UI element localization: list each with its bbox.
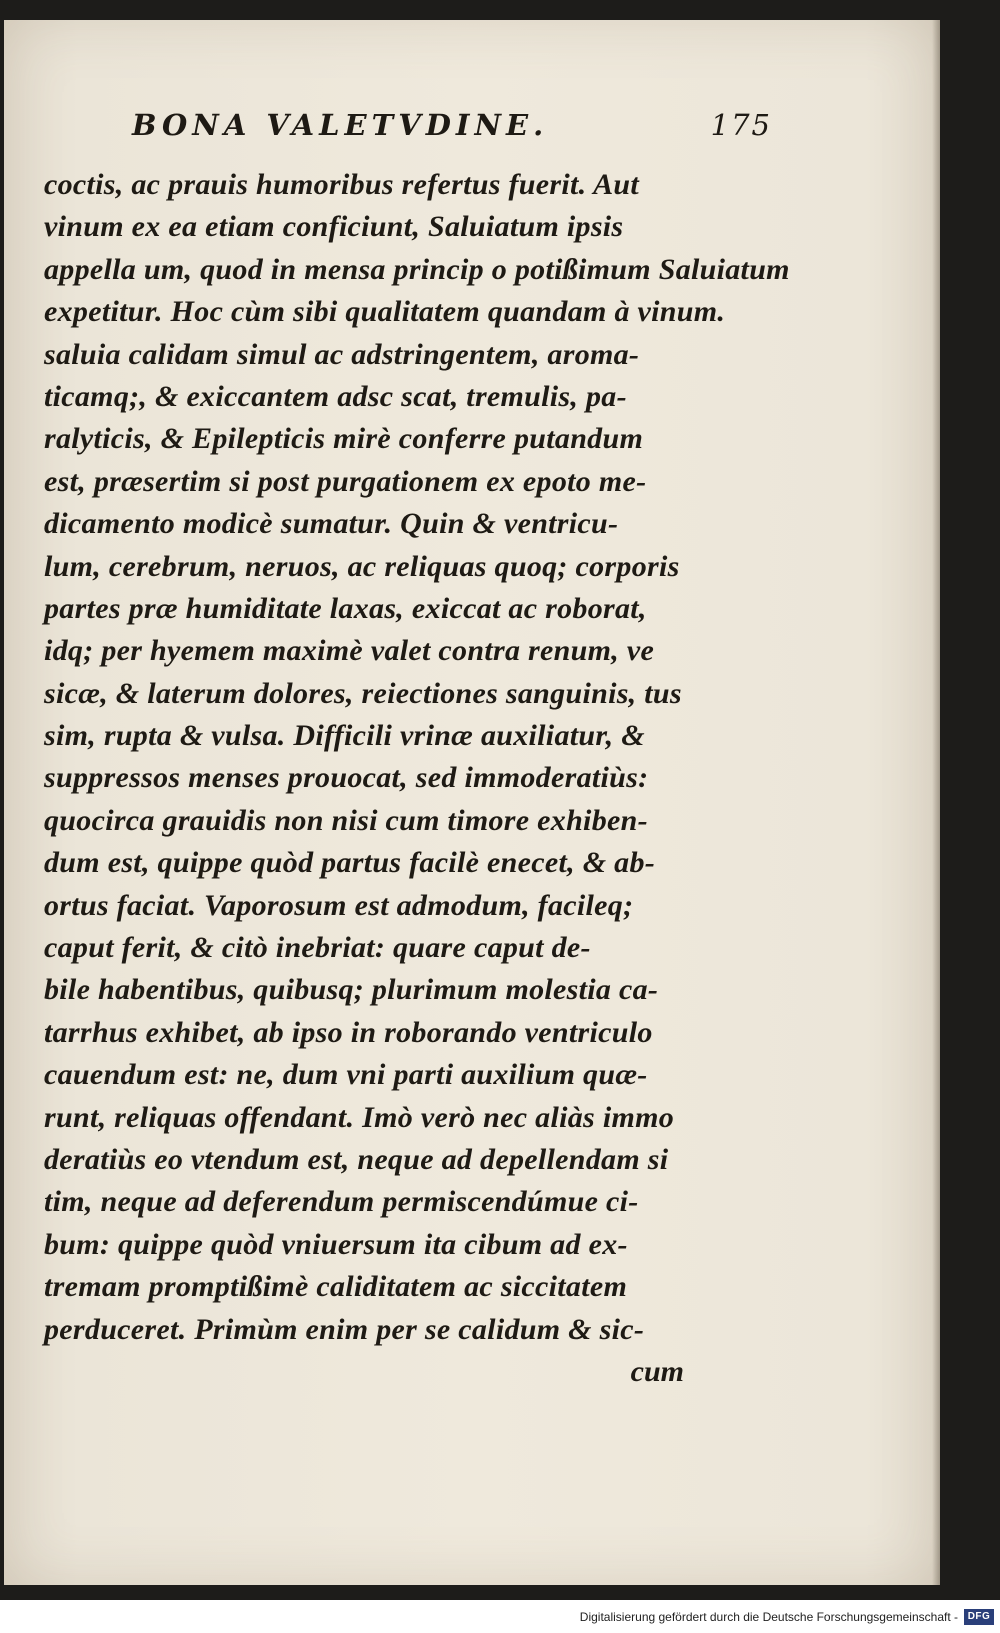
text-line: suppressos menses prouocat, sed immoderatiùs: <box>44 761 649 795</box>
page-edge-shadow <box>932 20 940 1585</box>
dfg-logo-icon: DFG <box>964 1609 994 1625</box>
text-line: sim, rupta & vulsa. Difficili vrinæ auxiliatur, & <box>44 719 645 753</box>
text-line: dum est, quippe quòd partus facilè enecet, & ab- <box>44 846 656 880</box>
text-line: ralyticis, & Epilepticis mirè conferre putandum <box>44 422 644 456</box>
catchword: cum <box>630 1354 684 1388</box>
text-line: sicæ, & laterum dolores, reiectiones sanguinis, tus <box>44 676 682 710</box>
funding-credit: Digitalisierung gefördert durch die Deutsche Forschungsgemeinschaft - <box>579 1609 958 1624</box>
text-line: bum: quippe quòd vniuersum ita cibum ad ex- <box>44 1227 628 1261</box>
text-line: tremam promptißimè caliditatem ac siccitatem <box>44 1270 628 1304</box>
body-text <box>44 164 884 1393</box>
text-line: vinum ex ea etiam conficiunt, Saluiatum ipsis <box>44 210 624 244</box>
text-line: lum, cerebrum, neruos, ac reliquas quoq; corporis <box>44 549 680 583</box>
text-line: idq; per hyemem maximè valet contra renum, ve <box>44 634 655 668</box>
running-head <box>132 108 772 160</box>
text-line: coctis, ac prauis humoribus refertus fuerit. Aut <box>44 168 640 201</box>
text-line: partes præ humiditate laxas, exiccat ac roborat, <box>44 591 647 625</box>
text-line: deratiùs eo vtendum est, neque ad depellendam si <box>44 1142 669 1176</box>
text-line: bile habentibus, quibusq; plurimum molestia ca- <box>44 973 659 1007</box>
text-line: tarrhus exhibet, ab ipso in roborando ventriculo <box>44 1015 653 1049</box>
footer-bar <box>0 1600 1000 1633</box>
text-line: dicamento modicè sumatur. Quin & ventricu- <box>44 507 619 541</box>
folio-number: 175 <box>710 108 772 142</box>
text-line: ortus faciat. Vaporosum est admodum, facileq; <box>44 888 634 922</box>
text-line: expetitur. Hoc cùm sibi qualitatem quandam à vinum. <box>44 295 726 329</box>
text-line: runt, reliquas offendant. Imò verò nec aliàs immo <box>44 1100 675 1134</box>
book-page <box>4 20 940 1585</box>
text-block <box>44 108 884 1393</box>
text-line: appella um, quod in mensa princip o potißimum Saluiatum <box>44 252 790 286</box>
text-line: perduceret. Primùm enim per se calidum & sic- <box>44 1312 645 1346</box>
text-line: cauendum est: ne, dum vni parti auxilium quæ- <box>44 1058 648 1092</box>
text-line: ticamq;, & exiccantem adsc scat, tremulis, pa- <box>44 379 627 413</box>
text-line: quocirca grauidis non nisi cum timore exhiben- <box>44 803 648 837</box>
text-line: caput ferit, & citò inebriat: quare caput de- <box>44 931 591 965</box>
text-line: est, præsertim si post purgationem ex epoto me- <box>44 464 647 498</box>
text-line: saluia calidam simul ac adstringentem, aroma- <box>44 337 640 371</box>
text-line: tim, neque ad deferendum permiscendúmue ci- <box>44 1185 639 1219</box>
running-title: BONA VALETVDINE. <box>132 108 549 142</box>
